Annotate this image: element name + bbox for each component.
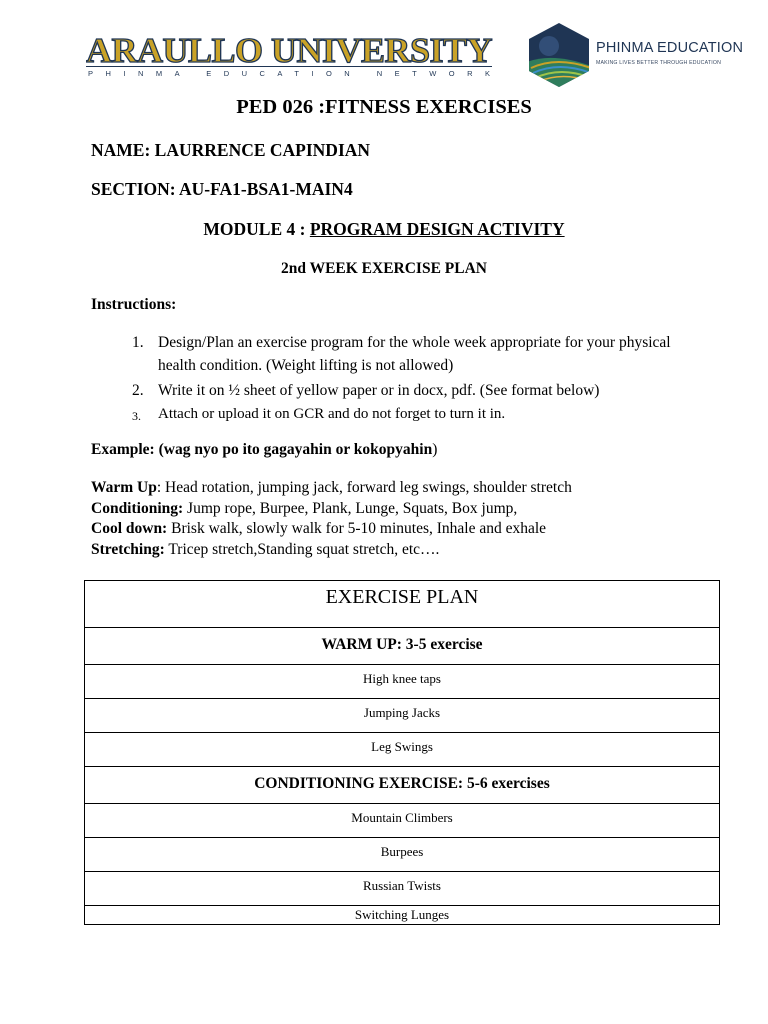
warmup-heading: WARM UP: 3-5 exercise	[85, 628, 719, 665]
example-plan	[91, 478, 572, 560]
line-label: Cool down:	[91, 520, 168, 537]
week-heading: 2nd WEEK EXERCISE PLAN	[280, 260, 487, 277]
table-row: High knee taps	[85, 665, 719, 699]
list-number: 1.	[132, 334, 144, 351]
module-heading	[0, 219, 768, 240]
example-line-cooldown	[91, 519, 572, 540]
partner-name: PHINMA EDUCATION	[596, 40, 744, 56]
line-text: Brisk walk, slowly walk for 5-10 minutes, Inhale and exhale	[167, 520, 547, 537]
list-text: Attach or upload it on GCR and do not forget to turn it in.	[158, 406, 506, 422]
list-number: 2.	[132, 382, 144, 399]
university-tagline: PHINMA EDUCATION NETWORK	[88, 69, 490, 78]
module-prefix: MODULE 4 :	[203, 219, 310, 239]
example-label	[91, 441, 437, 459]
table-row: Russian Twists	[85, 872, 719, 906]
instructions-heading: Instructions:	[91, 296, 177, 313]
example-line-warmup	[91, 478, 572, 499]
line-text: Jump rope, Burpee, Plank, Lunge, Squats, Box jump,	[183, 499, 518, 517]
line-label: Warm Up	[91, 479, 157, 496]
student-section: SECTION: AU-FA1-BSA1-MAIN4	[91, 179, 353, 199]
phinma-education-logo	[527, 22, 744, 92]
table-row: Burpees	[85, 838, 719, 872]
instructions-list	[132, 331, 712, 428]
exercise-plan-table	[84, 580, 720, 925]
table-row: Leg Swings	[85, 733, 719, 767]
phinma-emblem-icon	[527, 22, 591, 88]
example-line-conditioning	[91, 499, 572, 520]
table-row: Mountain Climbers	[85, 804, 719, 838]
table-row: Jumping Jacks	[85, 699, 719, 733]
line-text: Tricep stretch,Standing squat stretch, etc….	[164, 540, 440, 558]
line-label: Conditioning:	[91, 499, 184, 517]
list-number: 3.	[132, 409, 141, 423]
student-name: NAME: LAURRENCE CAPINDIAN	[91, 140, 371, 160]
araullo-university-logo	[86, 30, 494, 78]
line-label: Stretching:	[91, 540, 165, 558]
line-text: : Head rotation, jumping jack, forward leg swings, shoulder stretch	[156, 479, 572, 496]
list-item	[132, 379, 712, 402]
example-line-stretching	[91, 540, 572, 561]
example-close: )	[432, 441, 438, 458]
module-title: PROGRAM DESIGN ACTIVITY	[309, 219, 565, 239]
document-title: PED 026 :FITNESS EXERCISES	[236, 96, 532, 118]
partner-tagline: MAKING LIVES BETTER THROUGH EDUCATION	[596, 60, 722, 66]
conditioning-heading: CONDITIONING EXERCISE: 5-6 exercises	[85, 767, 719, 804]
example-label-text: Example: (wag nyo po ito gagayahin or kokopyahin	[91, 441, 433, 458]
university-wordmark: ARAULLO UNIVERSITY	[86, 31, 493, 70]
list-text: Design/Plan an exercise program for the whole week appropriate for your physical health condition. (Weight lifting is not allowed)	[158, 334, 671, 374]
list-item	[132, 331, 712, 377]
list-item	[132, 403, 712, 428]
table-title: EXERCISE PLAN	[85, 581, 719, 628]
table-row: Switching Lunges	[85, 906, 719, 925]
list-text: Write it on ½ sheet of yellow paper or in docx, pdf. (See format below)	[158, 382, 600, 399]
